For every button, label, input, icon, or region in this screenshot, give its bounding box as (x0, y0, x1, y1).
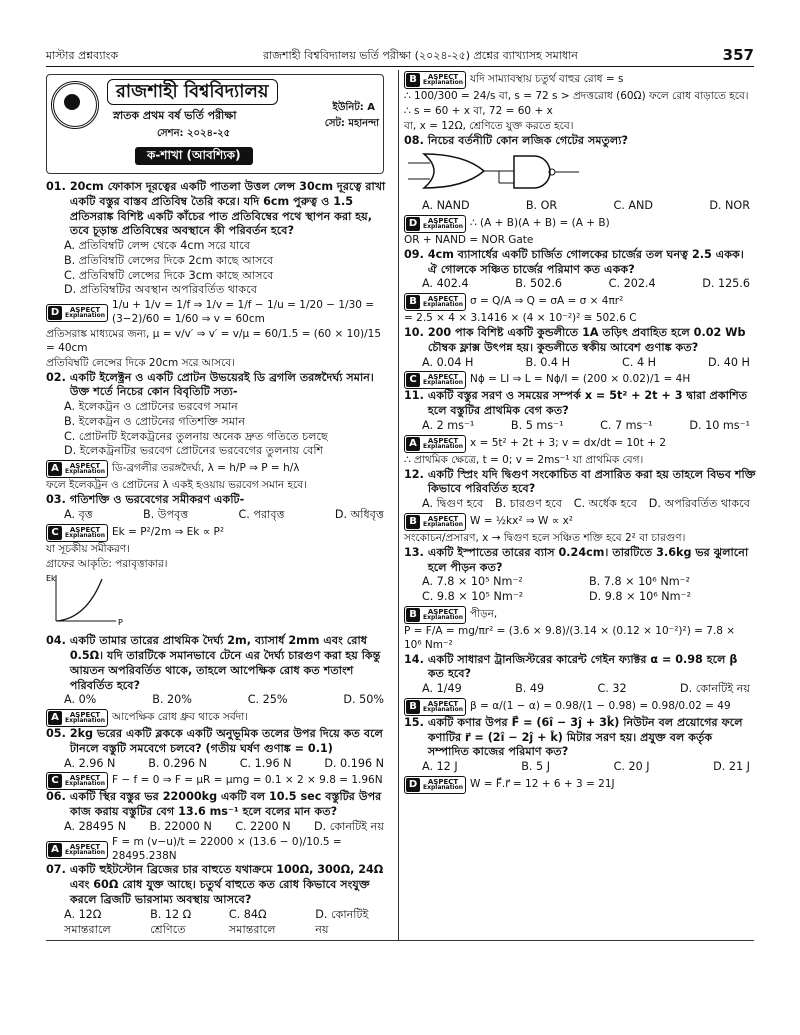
options-group (404, 419, 756, 434)
explanation-text: 1/u + 1/v = 1/f ⇒ 1/v = 1/f − 1/u = 1/20 − 1/30 = (3−2)/60 = 1/60 ⇒ v = 60cm (112, 299, 375, 326)
footer-rule (46, 940, 754, 941)
badge-word: ASPECT (69, 842, 101, 851)
option-a: A. 28495 N (64, 819, 127, 833)
explanation-line (404, 312, 756, 326)
option-c: C. অর্ধেক হবে (573, 497, 638, 511)
badge-sub: Explanation (65, 312, 106, 320)
options-group (46, 400, 390, 459)
aspect-explanation-badge (46, 460, 108, 478)
explanation-text: ডি-ব্রগলীর তরঙ্গদৈর্ঘ্য, λ = h/P ⇒ P = h/λ (112, 462, 300, 475)
option-c: C. প্রোটনটি ইলেকট্রনের তুলনায় অনেক দ্রুত গতিতে চলছে (64, 429, 328, 443)
question-text (46, 371, 390, 401)
answer-key-letter: A (48, 711, 62, 725)
nand-gate-shape (514, 156, 550, 188)
options-group (404, 760, 756, 775)
aspect-explanation-badge (404, 776, 466, 794)
badge-word: ASPECT (427, 73, 459, 81)
badge-sub: Explanation (423, 79, 464, 86)
option-b: B. OR (525, 199, 558, 213)
right-column (404, 70, 756, 794)
question-stem: একটি ইলেক্ট্রন ও একটি প্রোটন উভয়েরই ডি ব্রগলি তরঙ্গদৈর্ঘ্য সমান। উক্ত শর্তে নিচের কোন বিবৃতিটি সত্য- (69, 370, 374, 399)
answer-key-letter: B (406, 700, 420, 714)
option-b: B. প্রতিবিম্বটি লেন্সের দিকে 2cm কাছে আসবে (64, 253, 274, 267)
option-d: D. কোনটিই নয় (314, 819, 384, 833)
university-name: রাজশাহী বিশ্ববিদ্যালয় (107, 79, 278, 105)
option-a: A. 402.4 (422, 277, 469, 291)
question-stem: গতিশক্তি ও ভরবেগের সমীকরণ একটি- (69, 493, 245, 507)
explanation-text: OR + NAND = NOR Gate (404, 233, 534, 246)
badge-sub: Explanation (423, 705, 464, 713)
question-number: 09. (404, 247, 424, 261)
option-d: D. 40 H (708, 355, 750, 369)
option-b: B. 5 J (521, 760, 550, 774)
aspect-explanation-badge (404, 293, 466, 311)
option-c: C. 1.96 N (239, 756, 292, 770)
option-b: B. 0.296 N (148, 756, 207, 770)
option-c: C. 84Ω সমান্তরালে (228, 907, 276, 936)
options-group (46, 508, 390, 523)
left-column (46, 74, 390, 937)
explanation-text: = 2.5 × 4 × 3.1416 × (4 × 10⁻²)² ≅ 502.6 C (404, 312, 637, 325)
badge-sub: Explanation (65, 468, 106, 476)
explanation-line (46, 524, 390, 542)
badge-text (421, 438, 465, 450)
explanation-text: ∴ 100/300 = 24/s বা, s = 72 s > প্রদত্তরোধ (60Ω) ফলে রোধ বাড়াতে হবে। (404, 90, 749, 102)
badge-word: ASPECT (427, 436, 459, 445)
explanation-line (46, 543, 390, 557)
explanation-line (404, 234, 756, 248)
explanation-line (404, 71, 756, 89)
option-a: A. 2 ms⁻¹ (422, 418, 475, 432)
option-c: C. 32 (597, 682, 627, 696)
question-number: 06. (46, 790, 66, 804)
options-group (404, 682, 756, 697)
explanation-line (404, 625, 756, 653)
options-group (46, 239, 390, 298)
badge-word: ASPECT (427, 607, 459, 616)
explanation-line (46, 479, 390, 493)
option-b: B. 5 ms⁻¹ (510, 418, 564, 432)
answer-key-letter: B (406, 515, 420, 529)
explanation-line (404, 293, 756, 311)
option-a: A. 7.8 × 10⁵ Nm⁻² (422, 575, 523, 589)
question-stem: 20cm ফোকাস দূরত্বের একটি পাতলা উত্তল লেন্স 30cm দূরত্বে রাখা একটি বস্তুর বাস্তব প্রতিবিম্ব তৈরি করে। যদি 6cm পুরুত্ব ও 1.5 প্রতিসরাঙ্ক বিশিষ্ট একটি কাঁচের পাত প্রতিবিম্বের পথে স্থাপন করা হয়, তবে চূড়ান্ত প্রতিবিম্বের অবস্থানে কী পরিবর্তন হবে? (69, 180, 386, 238)
section-label: ক-শাখা (আবশ্যিক) (135, 147, 253, 165)
question-stem: নিচের বর্তনীটি কোন লজিক গেটের সমতুল্য? (427, 133, 629, 147)
option-c: C. 20 J (613, 760, 650, 774)
aspect-explanation-badge (404, 606, 466, 624)
explanation-line (404, 120, 756, 134)
option-c: C. 25% (247, 693, 288, 707)
badge-sub: Explanation (423, 613, 464, 621)
question-number: 15. (404, 715, 424, 729)
explanation-line (404, 513, 756, 531)
question-number: 02. (46, 370, 66, 384)
option-d: D. কোনটিই নয় (680, 682, 750, 696)
option-a: A. 12 J (422, 760, 458, 774)
question-block (404, 134, 756, 248)
badge-text (63, 775, 107, 787)
explanation-text: β = α/(1 − α) = 0.98/(1 − 0.98) = 0.98/0.02 = 49 (470, 699, 731, 712)
aspect-explanation-badge (404, 698, 466, 716)
explanation-text: Nϕ = LI ⇒ L = Nϕ/I = (200 × 0.02)/1 = 4H (470, 373, 691, 386)
badge-word: ASPECT (69, 525, 101, 534)
question-stem: 4cm ব্যাসার্ধের একটি চার্জিত গোলকের চার্জের তল ঘনত্ব 2.5 একক। ঐ গোলকে সঞ্চিত চার্জের পরিমাণ কত একক? (427, 247, 744, 276)
option-d: D. কোনটিই নয় (315, 907, 369, 936)
option-d: D. অপরিবর্তিত থাকবে (648, 497, 750, 511)
aspect-explanation-badge (404, 71, 466, 89)
badge-sub: Explanation (423, 784, 464, 792)
badge-text (421, 218, 465, 230)
explanation-text: যদি সাম্যাবস্থায় চতুর্থ বাহুর রোধ = s (470, 73, 624, 86)
explanation-line (404, 215, 756, 233)
exam-name: স্নাতক প্রথম বর্ষ ভর্তি পরীক্ষা (113, 109, 237, 122)
logic-gate-diagram (404, 148, 704, 194)
explanation-line (404, 698, 756, 716)
badge-text (421, 374, 465, 386)
university-seal-icon (51, 81, 99, 129)
question-number: 01. (46, 180, 66, 193)
option-c: C. 4 H (622, 355, 657, 369)
question-block (404, 71, 756, 134)
question-stem: একটি তামার তারের প্রাথমিক দৈর্ঘ্য 2m, ব্যাসার্ধ 2mm এবং রোধ 0.5Ω। যদি তারটিকে সমানভাবে টেনে এর দৈর্ঘ্য চারগুণ করা হয় কিন্তু আয়তন অপরিবর্তিত থাকে, তাহলে আপেক্ষিক রোধ কত শতাংশ পরিবর্তিত হবে? (69, 634, 381, 692)
option-c: C. পরাবৃত্ত (238, 507, 285, 521)
column-divider (398, 70, 399, 940)
badge-sub: Explanation (423, 301, 464, 309)
question-block (46, 634, 390, 727)
question-stem: একটি সাধারণ ট্রানজিস্টরের কারেন্ট গেইন ফ্যাক্টর α = 0.98 হলে β কত হবে? (427, 652, 738, 681)
options-group (404, 199, 756, 214)
question-text (404, 326, 756, 356)
question-stem: 2kg ভরের একটি ব্লককে একটি অনুভূমিক তলের উপর দিয়ে কত বলে টানলে বস্তুটি সমবেগে চলবে? (গতীয় ঘর্ষণ গুণাঙ্ক = 0.1) (69, 727, 383, 755)
explanation-line (46, 299, 390, 327)
question-text (404, 716, 756, 760)
answer-key-letter: C (48, 774, 62, 788)
option-d: D. 50% (343, 693, 384, 707)
question-number: 11. (404, 389, 424, 403)
or-gate-shape (424, 154, 484, 188)
option-d: D. প্রতিবিম্বটির অবস্থান অপরিবর্তিত থাকবে (64, 283, 257, 297)
answer-key-letter: D (48, 306, 62, 320)
aspect-explanation-badge (46, 772, 108, 790)
option-c: C. 2200 N (235, 819, 291, 833)
option-a: A. দ্বিগুণ হবে (422, 497, 484, 511)
badge-sub: Explanation (423, 520, 464, 528)
option-d: D. 125.6 (702, 277, 750, 291)
question-number: 05. (46, 727, 66, 741)
badge-word: ASPECT (427, 699, 459, 708)
answer-key-letter: C (406, 373, 420, 387)
question-block (404, 468, 756, 546)
explanation-text: গ্রাফের আকৃতি: পরাবৃত্তাকার। (46, 557, 168, 570)
explanation-line (404, 371, 756, 389)
option-d: D. 21 J (713, 760, 750, 774)
question-block (46, 371, 390, 494)
option-a: A. প্রতিবিম্বটি লেন্স থেকে 4cm সরে যাবে (64, 239, 251, 253)
question-text (46, 634, 390, 693)
option-a: A. বৃত্ত (64, 507, 93, 521)
badge-text (63, 307, 107, 319)
question-block (46, 180, 390, 371)
explanation-text: আপেক্ষিক রোধ ধ্রুব থাকে সর্বদা। (112, 711, 249, 724)
explanation-text: x = 5t² + 2t + 3; v = dx/dt = 10t + 2 (470, 436, 666, 449)
explanation-text: σ = Q/A ⇒ Q = σA = σ × 4πr² (470, 295, 624, 308)
badge-sub: Explanation (65, 848, 106, 856)
explanation-line (404, 90, 756, 104)
question-text (404, 653, 756, 683)
question-number: 13. (404, 545, 424, 559)
badge-text (421, 609, 465, 621)
options-group (46, 693, 390, 708)
question-text (404, 134, 756, 149)
ek-vs-p-graph (46, 571, 126, 629)
answer-key-letter: D (406, 217, 420, 231)
option-d: D. 9.8 × 10⁶ Nm⁻² (589, 590, 691, 604)
explanation-line (404, 105, 756, 119)
badge-word: ASPECT (427, 778, 459, 787)
explanation-line (404, 776, 756, 794)
options-group (46, 820, 390, 835)
question-number: 07. (46, 863, 66, 877)
explanation-text: ∴ (A + B)(A + B) = (A + B) (470, 216, 610, 229)
explanation-text: F = m (v−u)/t = 22000 × (13.6 − 0)/10.5 = 28495.238N (112, 835, 342, 862)
option-a: A. ইলেকট্রন ও প্রোটনের ভরবেগ সমান (64, 400, 238, 414)
explanation-line (46, 772, 390, 790)
question-block (404, 716, 756, 794)
question-block (404, 248, 756, 326)
option-d: D. অধিবৃত্ত (334, 507, 384, 521)
explanation-line (404, 435, 756, 453)
badge-text (63, 844, 107, 856)
badge-word: ASPECT (69, 462, 101, 471)
option-b: B. ইলেকট্রন ও প্রোটনের গতিশক্তি সমান (64, 414, 246, 428)
option-b: B. 0.4 H (525, 355, 571, 369)
explanation-line (46, 836, 390, 864)
answer-key-letter: B (406, 295, 420, 309)
question-text (404, 468, 756, 498)
aspect-explanation-badge (404, 435, 466, 453)
badge-text (63, 712, 107, 724)
explanation-line (46, 558, 390, 572)
options-group (404, 497, 756, 512)
question-number: 14. (404, 652, 424, 666)
option-a: A. NAND (422, 199, 470, 213)
option-b: B. 12 Ω শ্রেণিতে (150, 907, 192, 936)
answer-key-letter: A (406, 437, 420, 451)
badge-word: ASPECT (427, 216, 459, 225)
session: সেশন: ২০২৪-২৫ (157, 128, 231, 139)
explanation-text: পীড়ন, (470, 607, 498, 620)
explanation-text: F − f = 0 ⇒ F = μR = μmg = 0.1 × 2 × 9.8 = 1.96N (112, 774, 383, 787)
explanation-text: ∴ প্রাথমিক ক্ষেত্রে, t = 0; v = 2ms⁻¹ যা প্রাথমিক বেগ। (404, 453, 644, 466)
aspect-explanation-badge (46, 524, 108, 542)
question-number: 12. (404, 467, 424, 481)
question-stem: একটি কণার উপর F⃗ = (6î − 3ĵ + 3k̂) নিউটন বল প্রয়োগের ফলে কণাটির r⃗ = (2î − 2ĵ + k̂) মিটার সরণ হয়। প্রযুক্ত বল কর্তৃক সম্পাদিত কাজের পরিমাণ কত? (427, 715, 743, 759)
question-text (46, 727, 390, 757)
badge-word: ASPECT (427, 295, 459, 304)
badge-text (421, 779, 465, 791)
option-a: A. 0.04 H (422, 355, 474, 369)
option-a: A. 12Ω সমান্তরালে (64, 907, 111, 936)
option-a: A. 2.96 N (64, 756, 116, 770)
question-number: 10. (404, 325, 424, 339)
badge-text (421, 74, 465, 86)
option-b: B. 49 (515, 682, 545, 696)
badge-word: ASPECT (69, 774, 101, 783)
option-d: D. 10 ms⁻¹ (689, 418, 750, 432)
explanation-text: W = ½kx² ⇒ W ∝ x² (470, 514, 574, 527)
running-title: রাজশাহী বিশ্ববিদ্যালয় ভর্তি পরীক্ষা (২০২৪-২৫) প্রশ্নের ব্যাখ্যাসহ সমাধান (262, 48, 578, 62)
question-stem: একটি হুইটস্টোন ব্রিজের চার বাহুতে যথাক্রমে 100Ω, 300Ω, 24Ω এবং 60Ω রোধ যুক্ত আছে। চতুর্থ বাহুতে কত রোধ কিভাবে সংযুক্ত করলে ব্রিজটি ভারসাম্য অবস্থায় আসবে? (69, 863, 384, 907)
question-block (404, 546, 756, 653)
option-b: B. চারগুণ হবে (494, 497, 563, 511)
options-group (404, 277, 756, 292)
explanation-text: প্রতিবিম্বটি লেন্সের দিকে 20cm সরে আসবে। (46, 356, 235, 369)
option-b: B. 20% (152, 693, 192, 707)
explanation-line (46, 328, 390, 356)
book-title: মাস্টার প্রশ্নব্যাংক (46, 48, 119, 62)
answer-key-letter: B (406, 608, 420, 622)
option-b: B. উপবৃত্ত (142, 507, 189, 521)
option-a: A. 1/49 (422, 682, 462, 696)
question-block (46, 493, 390, 634)
question-text (46, 180, 390, 239)
option-a: A. 0% (64, 693, 97, 707)
question-text (404, 248, 756, 278)
answer-key-letter: D (406, 778, 420, 792)
answer-key-letter: B (406, 73, 420, 87)
option-b: B. 22000 N (149, 819, 212, 833)
aspect-explanation-badge (46, 709, 108, 727)
option-c: C. প্রতিবিম্বটি লেন্সের দিকে 3cm কাছে আসবে (64, 268, 274, 282)
badge-text (421, 296, 465, 308)
explanation-text: যা সূচকীয় সমীকরণ। (46, 542, 130, 555)
options-group (404, 356, 756, 371)
aspect-explanation-badge (46, 841, 108, 859)
options-group (46, 908, 390, 938)
badge-sub: Explanation (65, 717, 106, 725)
option-d: D. NOR (709, 199, 750, 213)
options-group (46, 757, 390, 772)
question-number: 04. (46, 634, 66, 648)
explanation-line (46, 460, 390, 478)
badge-sub: Explanation (423, 442, 464, 450)
question-block (404, 389, 756, 467)
badge-sub: Explanation (423, 379, 464, 387)
badge-text (421, 516, 465, 528)
question-block (404, 653, 756, 716)
question-text (404, 389, 756, 419)
option-c: C. 9.8 × 10⁵ Nm⁻² (422, 590, 524, 604)
answer-key-letter: A (48, 843, 62, 857)
badge-text (63, 527, 107, 539)
explanation-line (404, 532, 756, 546)
explanation-line (404, 454, 756, 468)
badge-sub: Explanation (65, 531, 106, 539)
explanation-line (404, 606, 756, 624)
option-c: C. AND (613, 199, 654, 213)
question-stem: একটি স্থির বস্তুর ভর 22000kg একটি বল 10.5 sec বস্তুটির উপর কাজ করায় বস্তুটির বেগ 13.6 ms⁻¹ হলে বলের মান কত? (69, 790, 382, 819)
badge-sub: Explanation (423, 222, 464, 230)
option-c: C. 202.4 (608, 277, 656, 291)
question-stem: একটি ইস্পাতের তারের ব্যাস 0.24cm। তারটিতে 3.6kg ভর ঝুলানো হলে পীড়ন কত? (427, 545, 749, 574)
answer-key-letter: C (48, 526, 62, 540)
badge-word: ASPECT (427, 514, 459, 523)
explanation-text: ফলে ইলেকট্রন ও প্রোটনের λ একই হওয়ায় ভরবেগ সমান হবে। (46, 479, 307, 492)
university-banner (46, 74, 384, 174)
question-block (46, 790, 390, 863)
explanation-text: ∴ s = 60 + x বা, 72 = 60 + x (404, 104, 553, 117)
question-text (46, 790, 390, 820)
badge-text (63, 463, 107, 475)
badge-text (421, 701, 465, 713)
question-stem: একটি বস্তুর সরণ ও সময়ের সম্পর্ক x = 5t² + 2t + 3 দ্বারা প্রকাশিত হলে বস্তুটির প্রাথমিক বেগ কত? (427, 389, 748, 418)
option-d: D. ইলেকট্রনটির ভরবেগ প্রোটনের ভরবেগের তুলনায় বেশি (64, 444, 324, 458)
aspect-explanation-badge (404, 215, 466, 233)
question-text (404, 546, 756, 576)
explanation-line (46, 357, 390, 371)
question-stem: 200 পাক বিশিষ্ট একটি কুন্ডলীতে 1A তড়িৎ প্রবাহিত হলে 0.02 Wb চৌম্বক ফ্লাক্স উৎপন্ন হয়। কুন্ডলীতে স্বকীয় আবেশ গুণাঙ্ক কত? (427, 325, 746, 354)
option-d: D. 0.196 N (324, 756, 384, 770)
explanation-text: Ek = P²/2m ⇒ Ek ∝ P² (112, 525, 225, 538)
question-number: 08. (404, 133, 424, 147)
badge-word: ASPECT (69, 711, 101, 720)
aspect-explanation-badge (404, 513, 466, 531)
parabola-curve (56, 579, 102, 621)
question-block (404, 326, 756, 389)
x-axis-label: P (118, 618, 123, 628)
aspect-explanation-badge (46, 304, 108, 322)
header-rule (46, 66, 754, 67)
badge-word: ASPECT (427, 373, 459, 382)
question-stem: একটি স্প্রিং যদি দ্বিগুণ সংকোচিত বা প্রসারিত করা হয় তাহলে বিভব শক্তি কিভাবে পরিবর্তিত হবে? (427, 467, 756, 496)
option-b: B. 502.6 (515, 277, 563, 291)
explanation-text: সংকোচন/প্রসারণ, x → দ্বিগুণ হলে সঞ্চিত শক্তি হবে 2² বা চারগুণ। (404, 531, 686, 544)
explanation-text: P = F/A = mg/πr² = (3.6 × 9.8)/(3.14 × (0.12 × 10⁻²)²) = 7.8 × 10⁶ Nm⁻² (404, 624, 736, 651)
option-b: B. 7.8 × 10⁶ Nm⁻² (589, 575, 690, 589)
question-text (46, 493, 390, 508)
question-text (46, 863, 390, 907)
page-header (46, 46, 754, 66)
question-block (46, 863, 390, 937)
options-group (404, 575, 756, 605)
badge-sub: Explanation (65, 780, 106, 788)
explanation-text: বা, x = 12Ω, শ্রেণিতে যুক্ত করতে হবে। (404, 119, 574, 132)
badge-word: ASPECT (69, 306, 101, 315)
aspect-explanation-badge (404, 371, 466, 389)
question-block (46, 727, 390, 790)
unit-label: ইউনিট: A (332, 102, 375, 113)
page-number: 357 (722, 46, 754, 65)
explanation-text: প্রতিসরাঙ্ক মাধ্যমের জন্য, μ = v/v′ ⇒ v′ = v/μ = 60/1.5 = (60 × 10)/15 = 40cm (46, 327, 382, 354)
y-axis-label: Ek (46, 574, 56, 584)
explanation-line (46, 709, 390, 727)
set-label: সেট: মহানন্দা (324, 118, 379, 129)
answer-key-letter: A (48, 462, 62, 476)
option-c: C. 7 ms⁻¹ (600, 418, 653, 432)
question-number: 03. (46, 493, 66, 507)
explanation-text: W = F⃗.r⃗ = 12 + 6 + 3 = 21J (470, 778, 615, 791)
